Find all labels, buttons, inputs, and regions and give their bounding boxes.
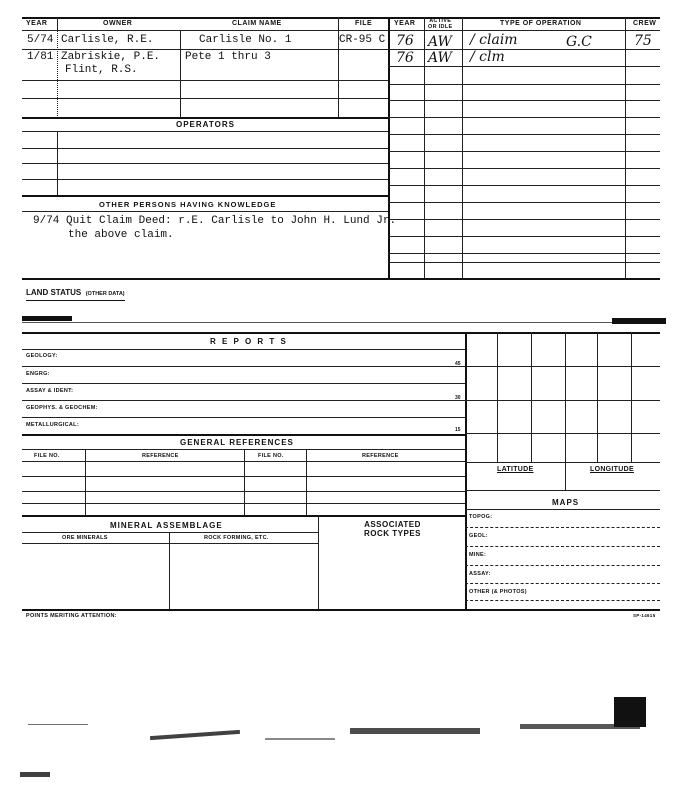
refs-file-no-1: FILE NO. — [34, 453, 60, 459]
op-row-2-status: AW — [428, 50, 452, 66]
points-meriting-attention: POINTS MERITING ATTENTION: — [26, 613, 117, 619]
reports-metallurgical: METALLURGICAL: — [26, 422, 79, 428]
owner-row-2-claim: Pete 1 thru 3 — [185, 51, 271, 63]
other-persons-title: OTHER PERSONS HAVING KNOWLEDGE — [99, 200, 277, 209]
header-file: FILE — [355, 20, 373, 27]
maps-mine: MINE: — [469, 552, 487, 558]
header-owner: OWNER — [103, 20, 133, 27]
op-row-1-type: / claim — [470, 32, 518, 48]
operators-title: OPERATORS — [176, 120, 235, 129]
op-row-1-extra: G.C — [566, 34, 592, 50]
reports-assay-ident: ASSAY & IDENT: — [26, 388, 74, 394]
reports-scale-45: 45 — [455, 361, 461, 367]
other-persons-line-1: 9/74 Quit Claim Deed: r.E. Carlisle to John H. Lund Jr. — [33, 215, 397, 227]
reports-scale-30: 30 — [455, 395, 461, 401]
header-active-idle: ACTIVE OR IDLE — [428, 18, 453, 30]
refs-reference-2: REFERENCE — [362, 453, 399, 459]
op-row-1-year: 76 — [396, 33, 414, 49]
owner-row-1-claim: Carlisle No. 1 — [199, 34, 292, 46]
owner-row-3-owner: Flint, R.S. — [65, 64, 138, 76]
owner-row-1-year: 5/74 — [27, 34, 54, 46]
refs-file-no-2: FILE NO. — [258, 453, 284, 459]
longitude-label: LONGITUDE — [590, 466, 634, 473]
maps-title: MAPS — [552, 498, 580, 507]
associated-rock-types-title: ASSOCIATED ROCK TYPES — [363, 520, 421, 538]
owner-row-1-file: CR-95 C — [339, 34, 386, 46]
reports-title: R E P O R T S — [210, 337, 288, 346]
maps-other-photos: OTHER (& PHOTOS) — [469, 589, 527, 595]
reports-geophys-geochem: GEOPHYS. & GEOCHEM: — [26, 405, 98, 411]
owner-row-1-owner: Carlisle, R.E. — [61, 34, 154, 46]
reports-scale-15: 15 — [455, 427, 461, 433]
refs-reference-1: REFERENCE — [142, 453, 179, 459]
maps-assay: ASSAY: — [469, 571, 491, 577]
header-type-of-operation: TYPE OF OPERATION — [500, 20, 582, 27]
maps-topog: TOPOG: — [469, 514, 493, 520]
land-status-title: LAND STATUS (OTHER DATA) — [26, 282, 125, 301]
op-row-2-type: / clm — [470, 49, 505, 65]
header-year2: YEAR — [394, 20, 416, 27]
header-claim-name: CLAIM NAME — [232, 20, 282, 27]
op-row-1-crew: 75 — [634, 33, 652, 49]
latitude-label: LATITUDE — [497, 466, 534, 473]
other-persons-line-2: the above claim. — [68, 229, 174, 241]
reports-engrg: ENGRG: — [26, 371, 50, 377]
op-row-1-status: AW — [428, 34, 452, 50]
header-crew: CREW — [633, 20, 657, 27]
ore-minerals-header: ORE MINERALS — [62, 535, 108, 541]
maps-geol: GEOL: — [469, 533, 488, 539]
form-code: SP-14615 — [633, 613, 656, 618]
general-references-title: GENERAL REFERENCES — [180, 438, 294, 447]
rock-forming-header: ROCK FORMING, ETC. — [204, 535, 269, 541]
op-row-2-year: 76 — [396, 50, 414, 66]
reports-geology: GEOLOGY: — [26, 353, 58, 359]
owner-row-2-year: 1/81 — [27, 51, 54, 63]
header-year: YEAR — [26, 20, 48, 27]
owner-row-2-owner: Zabriskie, P.E. — [61, 51, 161, 63]
mineral-assemblage-title: MINERAL ASSEMBLAGE — [110, 521, 223, 530]
